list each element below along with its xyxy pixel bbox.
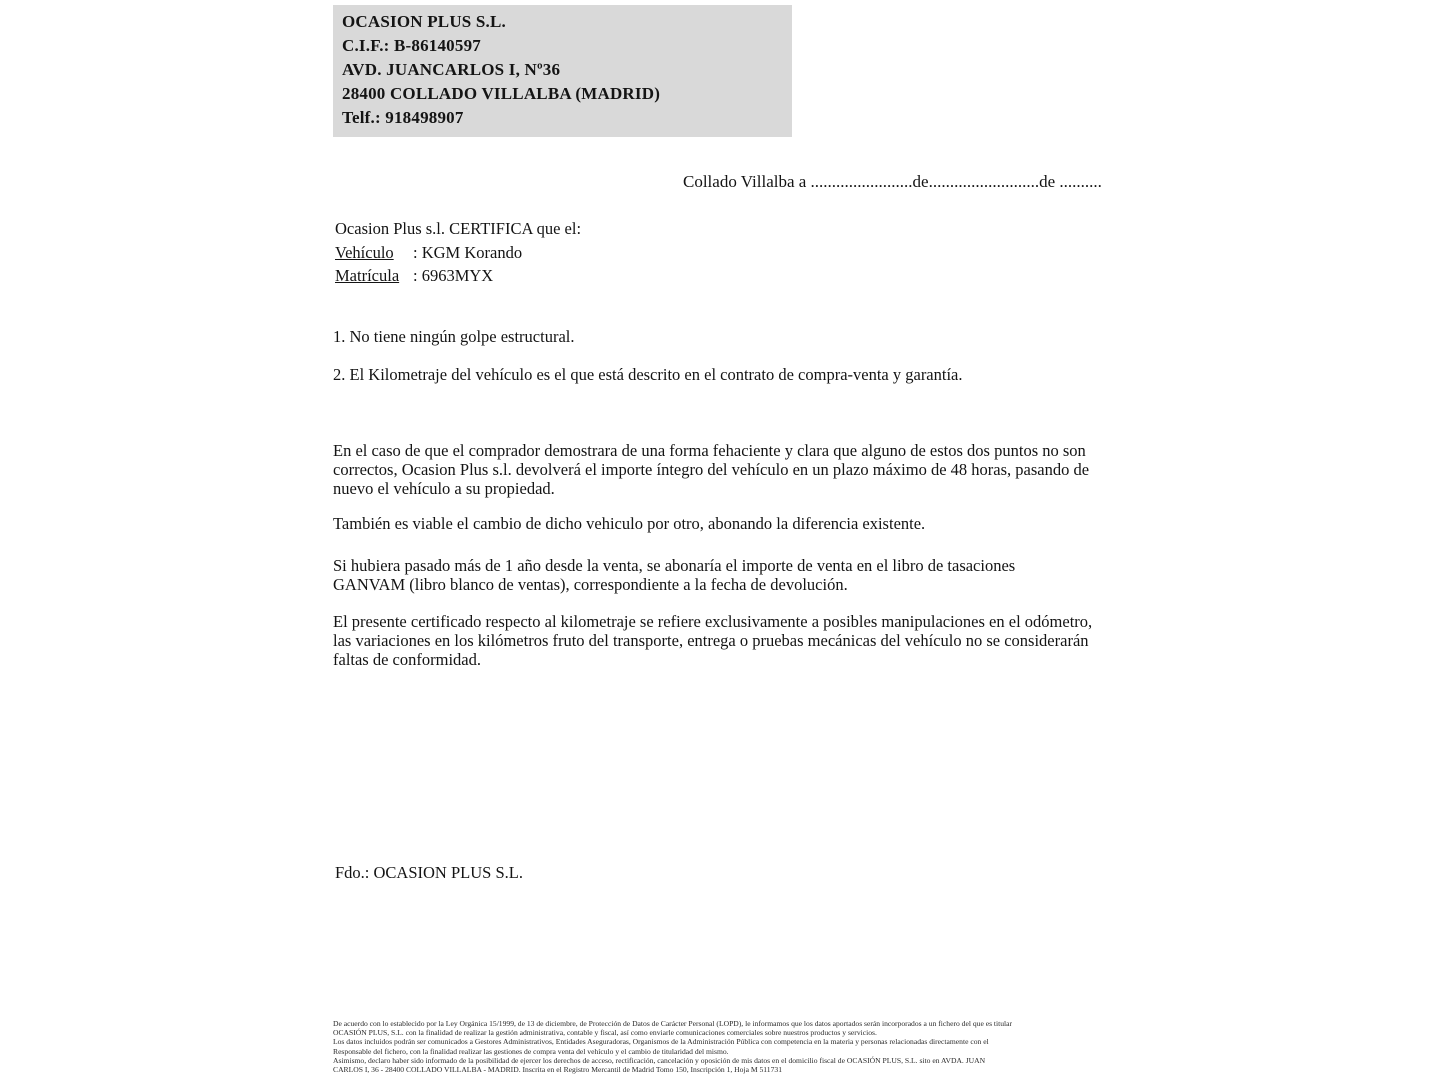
legal-line-1: De acuerdo con lo establecido por la Ley Orgánica 15/1999, de 13 de diciembre, de Protección de Datos de Carácter Personal (LOPD), le informamos que los datos aportados serán incorporados a un fichero del que es titular [333,1019,1013,1028]
legal-line-5: Asimismo, declaro haber sido informado de la posibilidad de ejercer los derechos de acceso, rectificación, cancelación y oposición de mis datos en el domicilio fiscal de OCASIÓN PLUS, S.L. sito en AVDA. JUAN [333,1055,986,1065]
company-phone: Telf.: 918498907 [342,108,464,127]
legal-line-3: Los datos incluidos podrán ser comunicados a Gestores Administrativos, Entidades Aseguradoras, Organismos de la Administración Pública con competencia en la materia y personas relacionadas directamente con el [333,1037,989,1047]
vehicle-label: Vehículo [335,242,394,262]
paragraph-exchange-option: También es viable el cambio de dicho vehiculo por otro, abonando la diferencia existente. [333,514,926,533]
legal-footer [333,1019,1433,1074]
paragraph-ganvam-valuation: Si hubiera pasado más de 1 año desde la venta, se abonaría el importe de venta en el libro de tasaciones GANVAM (libro blanco de ventas), correspondiente a la fecha de devolución. [333,556,1016,594]
company-city: 28400 COLLADO VILLALBA (MADRID) [342,84,661,103]
plate-label: Matrícula [335,266,400,285]
company-header-block [333,5,792,137]
vehicle-value: : KGM Korando [413,242,523,262]
signature-line: Fdo.: OCASION PLUS S.L. [335,863,523,882]
company-address: AVD. JUANCARLOS I, Nº36 [342,60,561,79]
certification-block [335,217,581,288]
company-cif: C.I.F.: B-86140597 [342,36,481,55]
certified-point-1: 1. No tiene ningún golpe estructural. [333,327,575,346]
certified-point-2: 2. El Kilometraje del vehículo es el que está descrito en el contrato de compra-venta y garantía. [333,365,963,384]
certify-intro: Ocasion Plus s.l. CERTIFICA que el: [335,219,582,238]
legal-line-2: OCASIÓN PLUS, S.L. con la finalidad de realizar la gestión administrativa, contable y fiscal, así como enviarle comunicaciones comerciales sobre nuestros productos y servicios. [333,1028,877,1038]
plate-row [335,264,581,288]
legal-line-6: CARLOS I, 36 - 28400 COLLADO VILLALBA - MADRID. Inscrita en el Registro Mercantil de Madrid Tomo 150, Inscripción 1, Hoja M 511731 [333,1065,782,1075]
legal-line-4: Responsable del fichero, con la finalidad realizar las gestiones de compra venta del vehículo y el cambio de titularidad del mismo. [333,1046,729,1056]
plate-value: : 6963MYX [413,266,494,285]
vehicle-row [335,241,581,265]
paragraph-refund-terms: En el caso de que el comprador demostrara de una forma fehaciente y clara que alguno de estos dos puntos no son correctos, Ocasion Plus s.l. devolverá el importe íntegro del vehículo en un plazo máximo de 48 horas, pasando de nuevo el vehículo a su propiedad. [333,441,1090,498]
company-name: OCASION PLUS S.L. [342,12,506,31]
paragraph-odometer-scope: El presente certificado respecto al kilometraje se refiere exclusivamente a posibles manipulaciones en el odómetro, las variaciones en los kilómetros fruto del transporte, entrega o pruebas mecánicas del vehículo no se considerarán faltas de conformidad. [333,612,1093,669]
date-fill-in-line: Collado Villalba a ........................de..........................de .......... [683,172,1102,191]
